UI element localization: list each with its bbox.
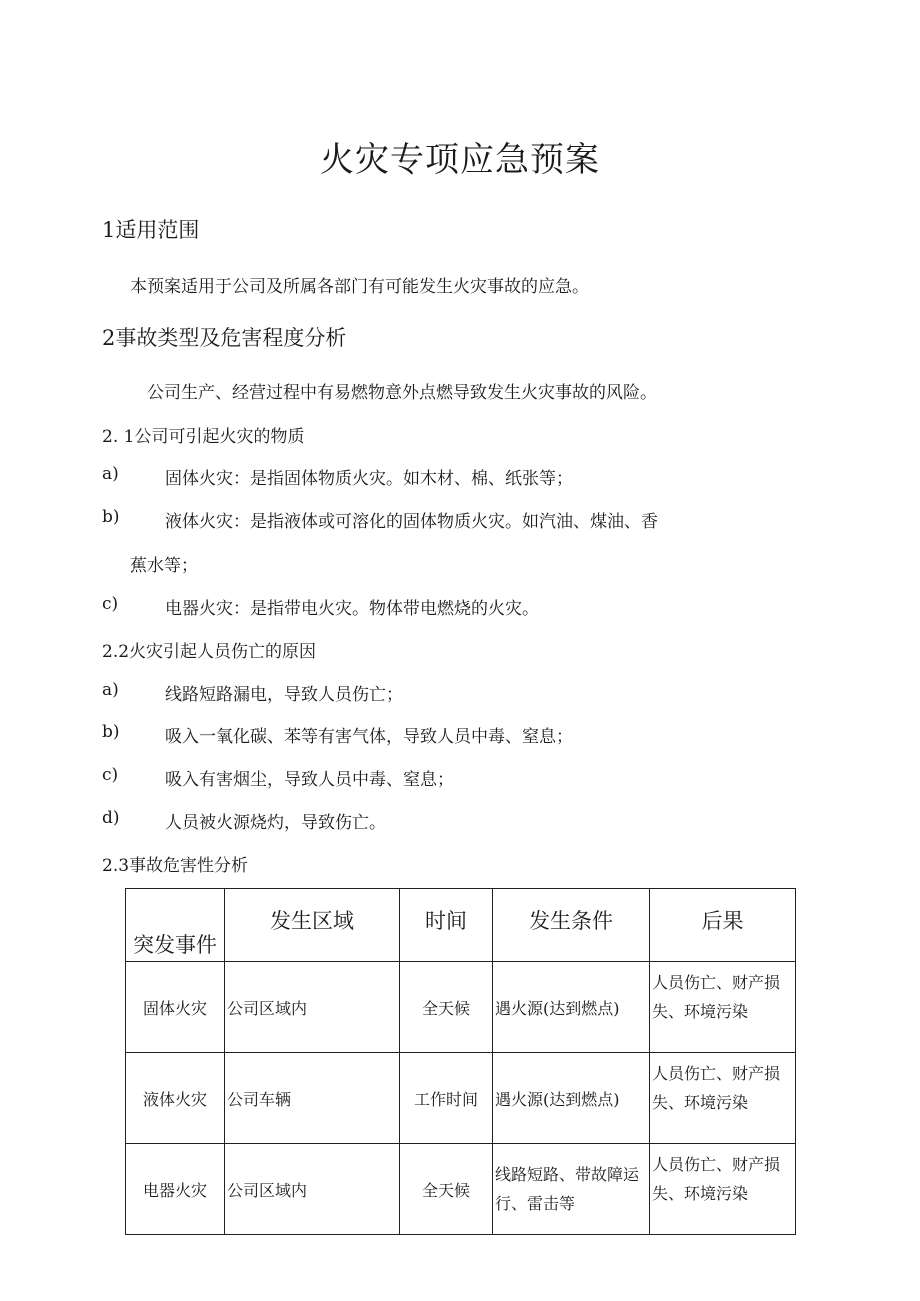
list-item: 液体火灾：是指液体或可溶化的固体物质火灾。如汽油、煤油、香	[165, 512, 658, 532]
table-cell: 人员伤亡、财产损失、环境污染	[650, 1144, 796, 1235]
list-item: 人员被火源烧灼，导致伤亡。	[165, 813, 386, 833]
table-header-cell: 突发事件	[126, 889, 225, 962]
section-heading-analysis: 2事故类型及危害程度分析	[102, 326, 347, 350]
table-row	[126, 1144, 796, 1235]
section-heading-scope: 1适用范围	[102, 218, 200, 242]
list-label: c)	[102, 594, 119, 614]
table-cell: 遇火源(达到燃点)	[493, 962, 650, 1053]
list-item: 吸入有害烟尘，导致人员中毒、窒息；	[165, 770, 454, 790]
table-cell: 人员伤亡、财产损失、环境污染	[650, 962, 796, 1053]
list-label: c)	[102, 765, 119, 785]
list-label: a)	[102, 464, 119, 484]
scope-paragraph: 本预案适用于公司及所属各部门有可能发生火灾事故的应急。	[130, 277, 589, 297]
subsection-heading-causes: 2.2火灾引起人员伤亡的原因	[102, 642, 317, 662]
list-item: 固体火灾：是指固体物质火灾。如木材、棉、纸张等；	[165, 469, 573, 489]
table-cell: 全天候	[400, 962, 493, 1053]
list-item: 线路短路漏电，导致人员伤亡；	[165, 685, 403, 705]
table-cell: 公司区域内	[225, 1144, 400, 1235]
hazard-table	[125, 888, 796, 1235]
subsection-heading-materials: 2. 1公司可引起火灾的物质	[102, 427, 305, 447]
table-header-row	[126, 889, 796, 962]
table-cell: 人员伤亡、财产损失、环境污染	[650, 1053, 796, 1144]
table-cell: 液体火灾	[126, 1053, 225, 1144]
table-row	[126, 962, 796, 1053]
list-item: 吸入一氧化碳、苯等有害气体，导致人员中毒、窒息；	[165, 727, 573, 747]
list-item: 电器火灾：是指带电火灾。物体带电燃烧的火灾。	[165, 599, 539, 619]
list-item-continuation: 蕉水等；	[130, 556, 198, 576]
table-cell: 线路短路、带故障运行、雷击等	[493, 1144, 650, 1235]
table-header-cell: 后果	[650, 889, 796, 962]
list-label: b)	[102, 722, 120, 742]
table-row	[126, 1053, 796, 1144]
table-cell: 工作时间	[400, 1053, 493, 1144]
table-cell: 固体火灾	[126, 962, 225, 1053]
table-cell: 全天候	[400, 1144, 493, 1235]
list-label: a)	[102, 680, 119, 700]
table-cell: 电器火灾	[126, 1144, 225, 1235]
page-title: 火灾专项应急预案	[320, 140, 600, 180]
table-cell: 公司车辆	[225, 1053, 400, 1144]
list-label: d)	[102, 808, 120, 828]
table-header-cell: 时间	[400, 889, 493, 962]
list-label: b)	[102, 507, 120, 527]
table-cell: 遇火源(达到燃点)	[493, 1053, 650, 1144]
subsection-heading-hazard: 2.3事故危害性分析	[102, 856, 249, 876]
analysis-intro: 公司生产、经营过程中有易燃物意外点燃导致发生火灾事故的风险。	[147, 383, 657, 403]
table-cell: 公司区域内	[225, 962, 400, 1053]
table-header-cell: 发生区域	[225, 889, 400, 962]
table-header-cell: 发生条件	[493, 889, 650, 962]
